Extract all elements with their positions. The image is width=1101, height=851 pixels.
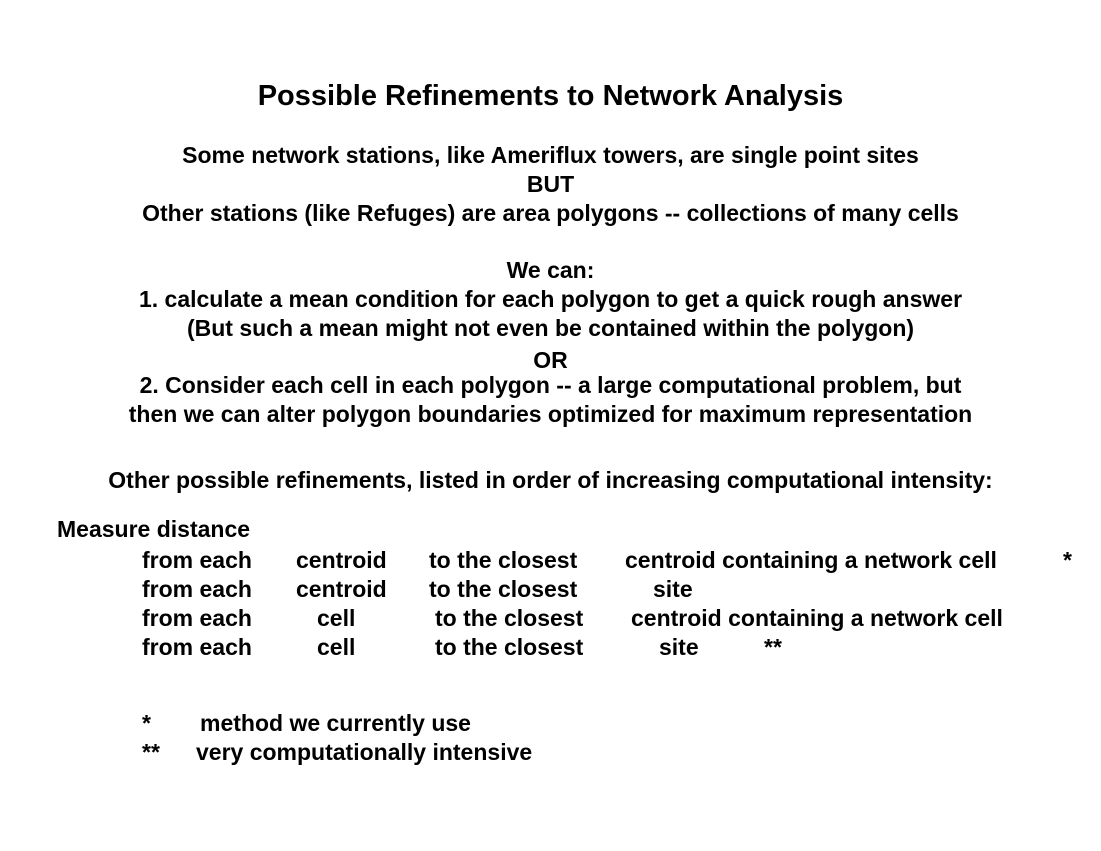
footnote-text: method we currently use xyxy=(200,710,471,736)
row-to: to the closest xyxy=(435,605,584,631)
measure-distance-label: Measure distance xyxy=(57,516,251,542)
row-target: site xyxy=(659,634,699,660)
row-to: to the closest xyxy=(435,634,584,660)
options-heading: We can: xyxy=(506,257,595,283)
row-from: from each xyxy=(142,576,252,602)
row-source: centroid xyxy=(296,576,387,602)
option-2-line-1: 2. Consider each cell in each polygon -- a large computational problem, but xyxy=(139,372,962,398)
intro-line-point-sites: Some network stations, like Ameriflux towers, are single point sites xyxy=(182,142,919,168)
row-mark: ** xyxy=(764,634,782,660)
row-source: cell xyxy=(317,605,356,631)
options-or: OR xyxy=(533,347,568,373)
footnote-text: very computationally intensive xyxy=(196,739,533,765)
row-mark: * xyxy=(1063,547,1072,573)
row-target: centroid containing a network cell xyxy=(631,605,1003,631)
row-to: to the closest xyxy=(429,576,578,602)
footnote-symbol: ** xyxy=(142,739,160,765)
row-from: from each xyxy=(142,634,252,660)
intro-line-but: BUT xyxy=(526,171,575,197)
row-to: to the closest xyxy=(429,547,578,573)
page-title: Possible Refinements to Network Analysis xyxy=(257,80,844,112)
option-1-line-1: 1. calculate a mean condition for each polygon to get a quick rough answer xyxy=(138,286,963,312)
row-from: from each xyxy=(142,605,252,631)
row-from: from each xyxy=(142,547,252,573)
row-target: site xyxy=(653,576,693,602)
row-source: centroid xyxy=(296,547,387,573)
row-target: centroid containing a network cell xyxy=(625,547,997,573)
option-2-line-2: then we can alter polygon boundaries optimized for maximum representation xyxy=(128,401,973,427)
intro-line-polygons: Other stations (like Refuges) are area polygons -- collections of many cells xyxy=(142,200,959,226)
option-1-line-2: (But such a mean might not even be contained within the polygon) xyxy=(186,315,915,341)
refinements-heading: Other possible refinements, listed in order of increasing computational intensity: xyxy=(108,467,993,493)
row-source: cell xyxy=(317,634,356,660)
footnote-symbol: * xyxy=(142,710,151,736)
